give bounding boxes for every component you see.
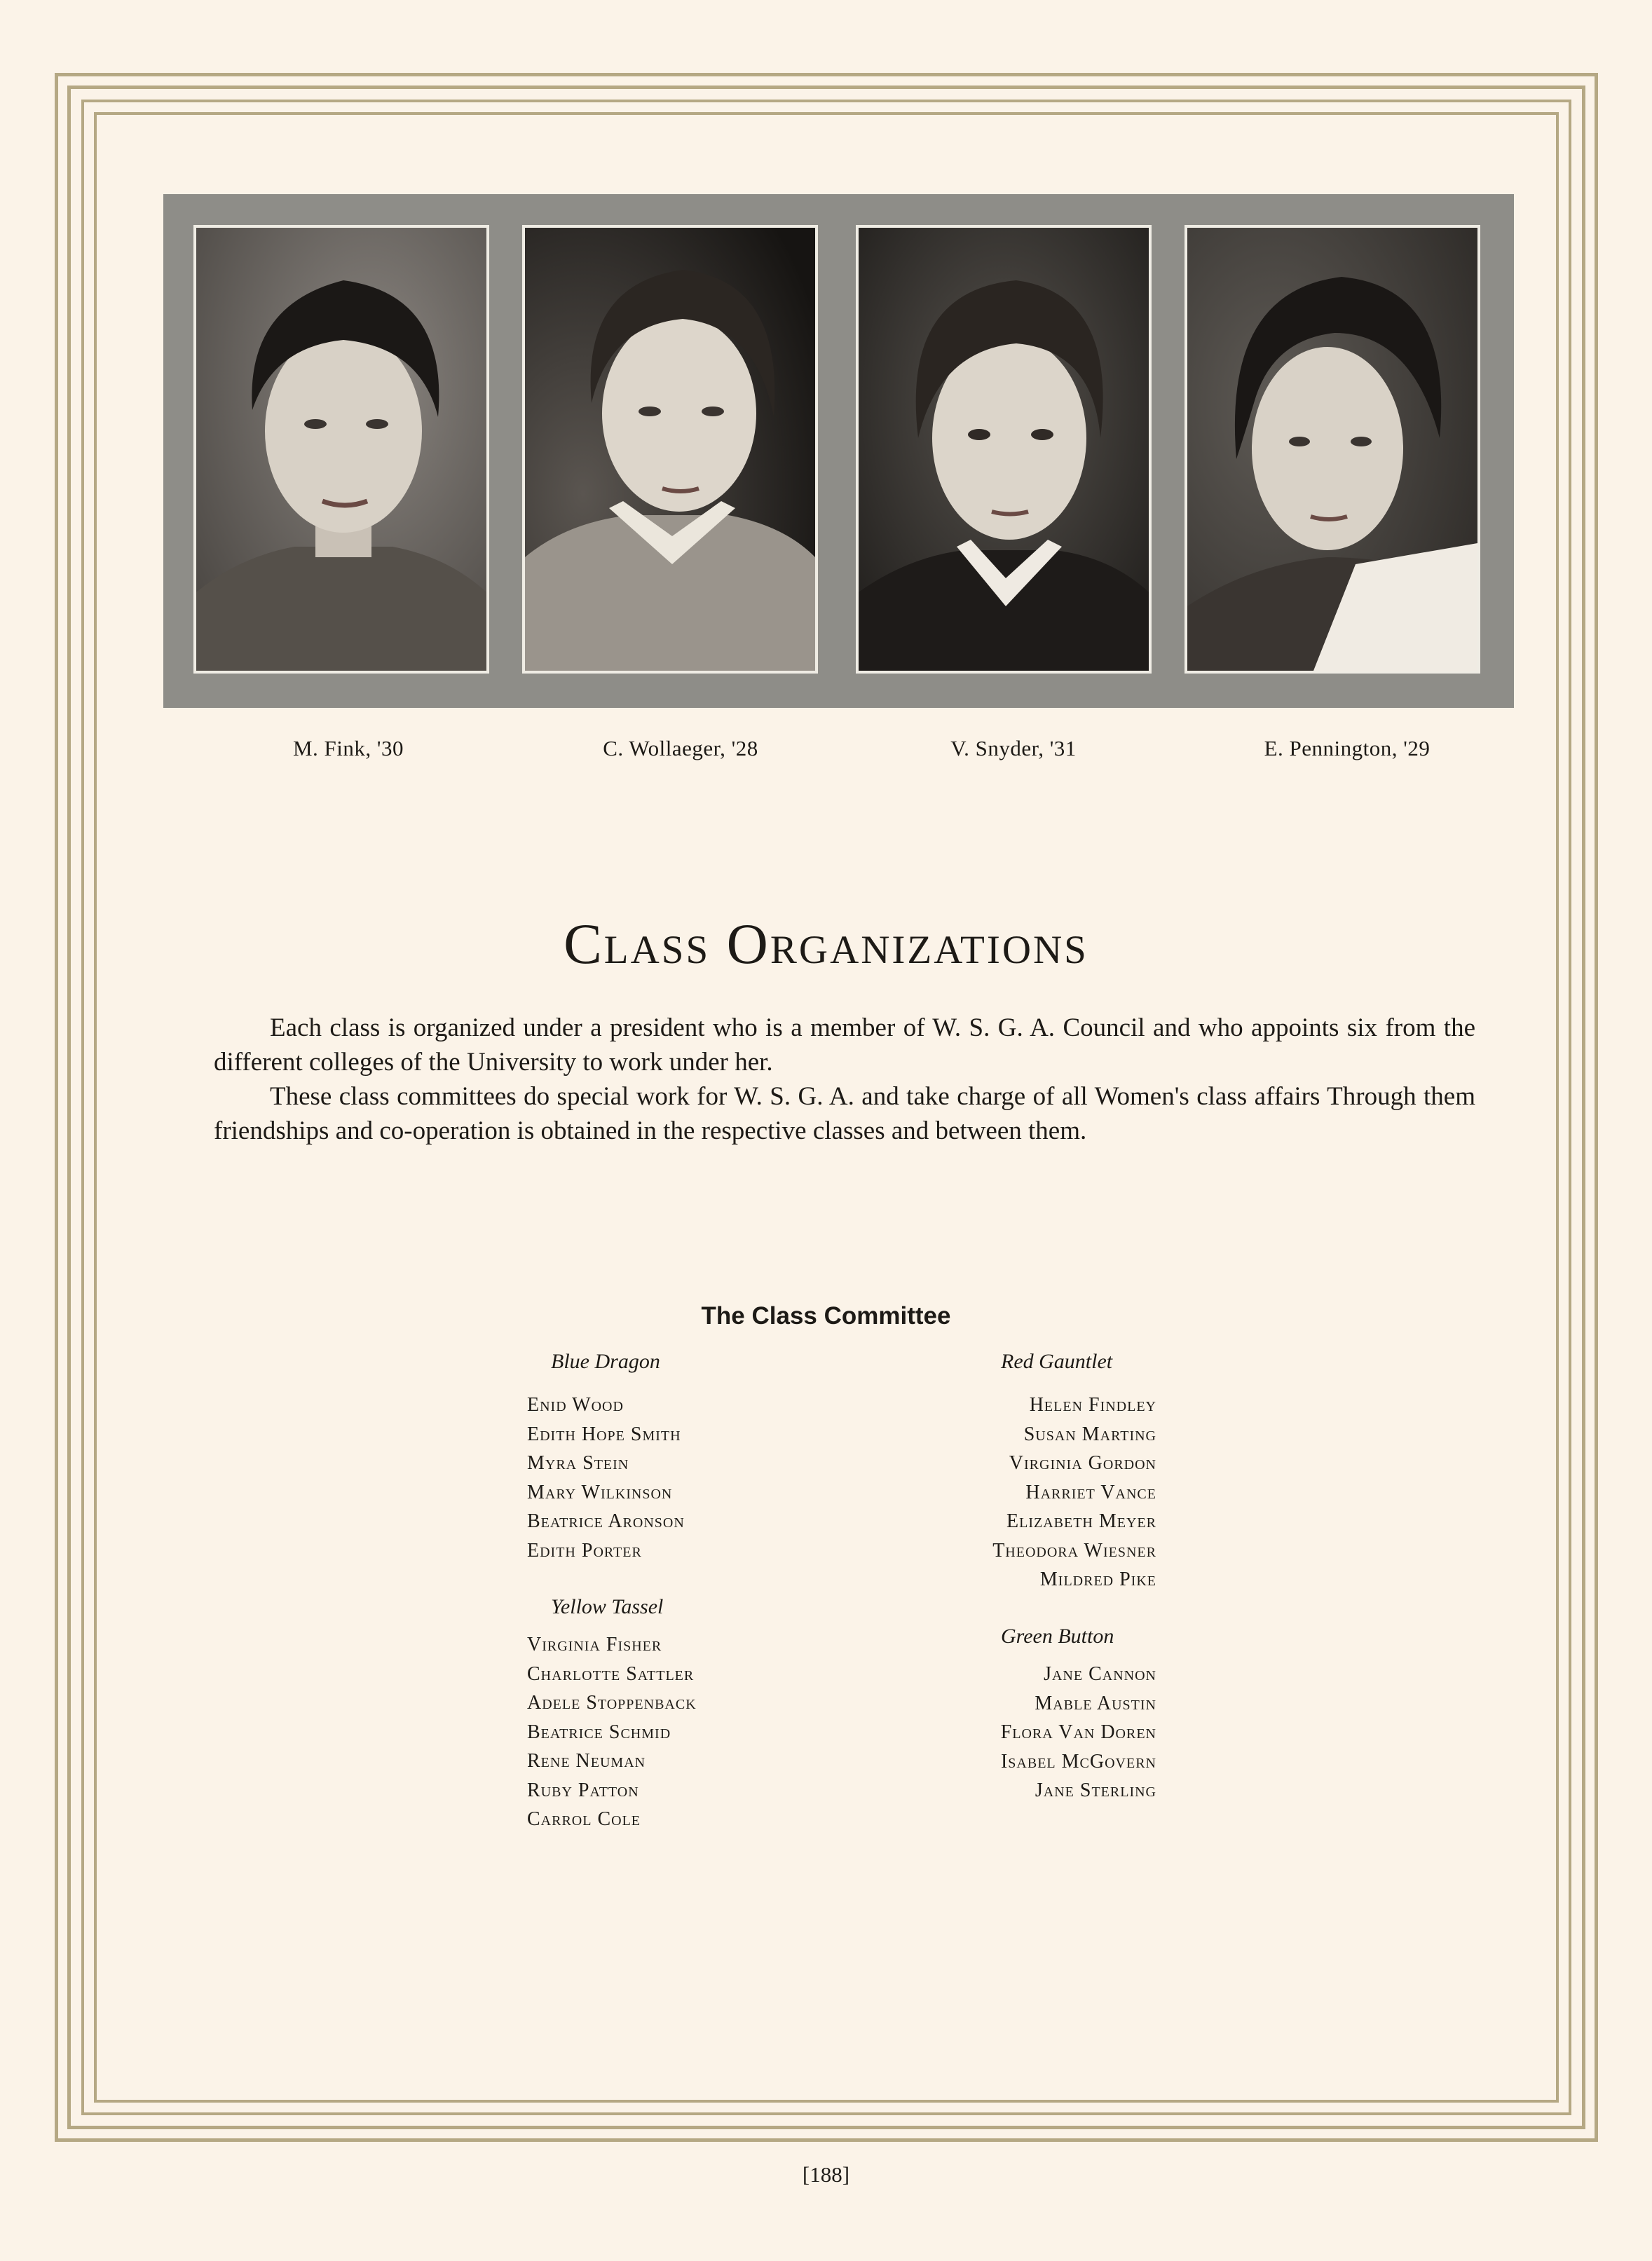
portrait-photo-4 [1185, 225, 1480, 674]
member-name: Helen Findley [1029, 1394, 1156, 1416]
member-name: Isabel McGovern [1000, 1750, 1156, 1772]
member-name: Mable Austin [1035, 1692, 1156, 1714]
member-name: Flora Van Doren [1000, 1721, 1156, 1743]
intro-paragraph: These class committees do special work for W. S. G. A. and take charge of all Women's class affairs Through them friendships and co-operation is obtained in the respective classes and between them. [214, 1082, 1475, 1145]
member-name: Beatrice Aronson [527, 1510, 685, 1532]
portrait-caption-1: M. Fink, '30 [292, 736, 404, 760]
member-name: Virginia Gordon [1009, 1452, 1156, 1474]
member-list-blue-dragon [527, 1391, 685, 1565]
group-heading-blue-dragon: Blue Dragon [551, 1350, 660, 1373]
member-name: Theodora Wiesner [992, 1539, 1156, 1562]
member-list-yellow-tassel [527, 1630, 697, 1834]
member-name: Mildred Pike [1039, 1569, 1156, 1590]
intro-paragraph: Each class is organized under a president who is a member of W. S. G. A. Council and who appoints six from the different colleges of the University to work under her. [214, 1013, 1475, 1077]
portrait-photo-2 [522, 225, 818, 674]
member-name: Ruby Patton [527, 1779, 639, 1801]
member-name: Charlotte Sattler [527, 1662, 695, 1685]
member-name: Edith Hope Smith [527, 1423, 681, 1445]
group-heading-green-button: Green Button [1001, 1625, 1114, 1648]
portrait-caption-3: V. Snyder, '31 [950, 736, 1077, 760]
page-number: [188] [802, 2162, 850, 2187]
member-name: Rene Neuman [527, 1750, 646, 1772]
portrait-photo-1 [193, 225, 489, 674]
member-list-green-button [918, 1660, 1156, 1805]
member-name: Enid Wood [527, 1394, 624, 1416]
group-heading-yellow-tassel: Yellow Tassel [551, 1595, 664, 1618]
portrait-strip [163, 194, 1514, 708]
member-name: Elizabeth Meyer [1006, 1510, 1156, 1532]
group-heading-red-gauntlet: Red Gauntlet [1001, 1350, 1113, 1373]
member-list-red-gauntlet [918, 1391, 1156, 1594]
member-name: Myra Stein [527, 1452, 629, 1474]
committee-heading: The Class Committee [701, 1302, 951, 1330]
member-name: Beatrice Schmid [527, 1721, 671, 1743]
member-name: Harriet Vance [1025, 1481, 1156, 1503]
member-name: Jane Sterling [1035, 1780, 1156, 1801]
member-name: Susan Marting [1023, 1423, 1156, 1445]
member-name: Virginia Fisher [527, 1634, 662, 1655]
portrait-photo-3 [856, 225, 1152, 674]
member-name: Edith Porter [527, 1539, 642, 1562]
intro-text [214, 1011, 1475, 1148]
page-title: Class Organizations [564, 912, 1088, 976]
portrait-caption-2: C. Wollaeger, '28 [603, 736, 758, 760]
member-name: Adele Stoppenback [527, 1692, 697, 1714]
member-name: Mary Wilkinson [527, 1481, 673, 1503]
member-name: Jane Cannon [1044, 1663, 1156, 1685]
portrait-caption-4: E. Pennington, '29 [1264, 736, 1431, 760]
member-name: Carrol Cole [527, 1808, 641, 1830]
